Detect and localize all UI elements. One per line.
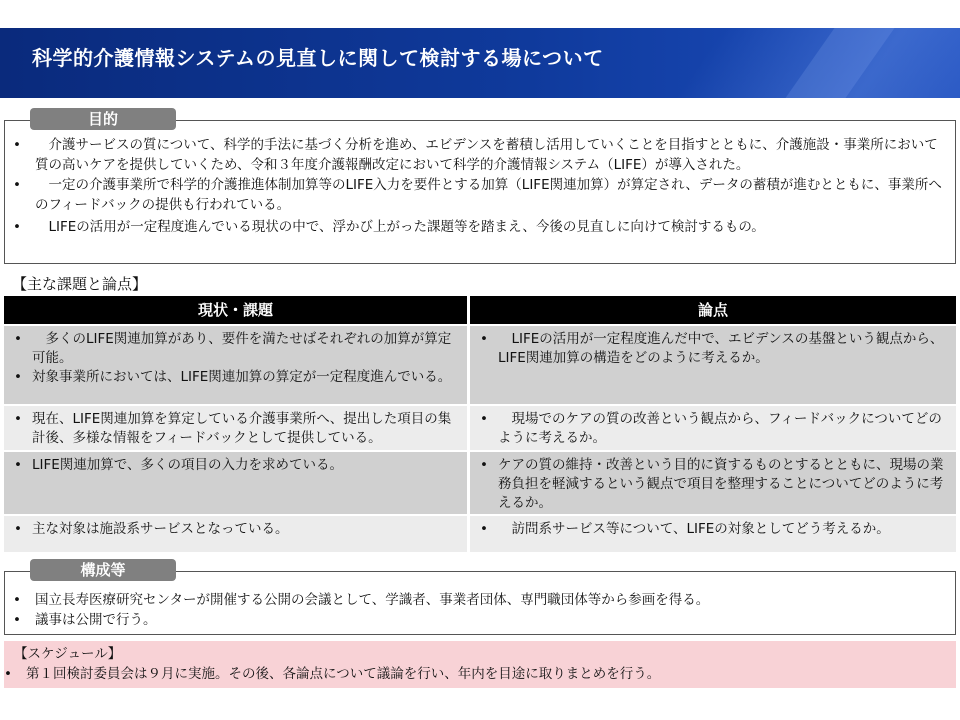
- table-cell: [470, 450, 956, 514]
- table-cell: [470, 514, 956, 552]
- page-title: 科学的介護情報システムの見直しに関して検討する場について: [32, 46, 604, 70]
- schedule-list: [0, 664, 946, 684]
- column-header-points: 論点: [470, 296, 956, 324]
- list-item: • ケアの質の維持・改善という目的に資するものとするとともに、現場の業務負担を軽減するという観点で項目を整理することについてどのように考えるか。: [478, 456, 948, 513]
- table-cell: [4, 404, 470, 450]
- list-item: • 介護サービスの質について、科学的手法に基づく分析を進め、エビデンスを蓄積し活用していくことを目指すとともに、介護施設・事業所において質の高いケアを提供していくため、令和３年度介護報酬改定において科学的介護情報システム（LIFE）が導入された。: [5, 135, 945, 175]
- list-item: • 現在、LIFE関連加算を算定している介護事業所へ、提出した項目の集計後、多様な情報をフィードバックとして提供している。: [12, 410, 459, 448]
- table-row: [4, 404, 956, 450]
- table-row: [4, 514, 956, 552]
- purpose-box: [4, 120, 956, 264]
- list-item: • 第１回検討委員会は９月に実施。その後、各論点について議論を行い、年内を目途に取りまとめを行う。: [0, 664, 946, 684]
- purpose-tab: 目的: [30, 108, 176, 130]
- list-item: • 現場でのケアの質の改善という観点から、フィードバックについてどのように考えるか。: [478, 410, 948, 448]
- banner-decoration: [675, 28, 960, 98]
- composition-tab: 構成等: [30, 559, 176, 581]
- list-item: • LIFEの活用が一定程度進んでいる現状の中で、浮かび上がった課題等を踏まえ、今後の見直しに向けて検討するもの。: [5, 217, 945, 237]
- list-item: • 訪問系サービス等について、LIFEの対象としてどう考えるか。: [478, 520, 948, 539]
- issues-table: [4, 296, 956, 552]
- table-cell: [470, 324, 956, 404]
- list-item: • 主な対象は施設系サービスとなっている。: [12, 520, 459, 539]
- list-item: • 議事は公開で行う。: [5, 610, 945, 630]
- column-header-current-issues: 現状・課題: [4, 296, 470, 324]
- schedule-label: 【スケジュール】: [14, 646, 122, 662]
- list-item: • LIFE関連加算で、多くの項目の入力を求めている。: [12, 456, 459, 475]
- list-item: • 多くのLIFE関連加算があり、要件を満たせばそれぞれの加算が算定可能。: [12, 330, 459, 368]
- table-cell: [4, 450, 470, 514]
- table-cell: [470, 404, 956, 450]
- list-item: • 一定の介護事業所で科学的介護推進体制加算等のLIFE入力を要件とする加算（LIFE関連加算）が算定され、データの蓄積が進むとともに、事業所へのフィードバックの提供も行われている。: [5, 175, 945, 215]
- list-item: • 対象事業所においては、LIFE関連加算の算定が一定程度進んでいる。: [12, 368, 459, 387]
- list-item: • LIFEの活用が一定程度進んだ中で、エビデンスの基盤という観点から、LIFE関連加算の構造をどのように考えるか。: [478, 330, 948, 368]
- composition-list: [5, 590, 945, 630]
- list-item: • 国立長寿医療研究センターが開催する公開の会議として、学識者、事業者団体、専門職団体等から参画を得る。: [5, 590, 945, 610]
- table-row: [4, 324, 956, 404]
- issues-section-label: 【主な課題と論点】: [12, 275, 148, 293]
- schedule-box: [4, 641, 956, 688]
- purpose-list: [5, 135, 945, 237]
- table-cell: [4, 324, 470, 404]
- table-row: [4, 450, 956, 514]
- title-banner: [0, 28, 960, 98]
- table-cell: [4, 514, 470, 552]
